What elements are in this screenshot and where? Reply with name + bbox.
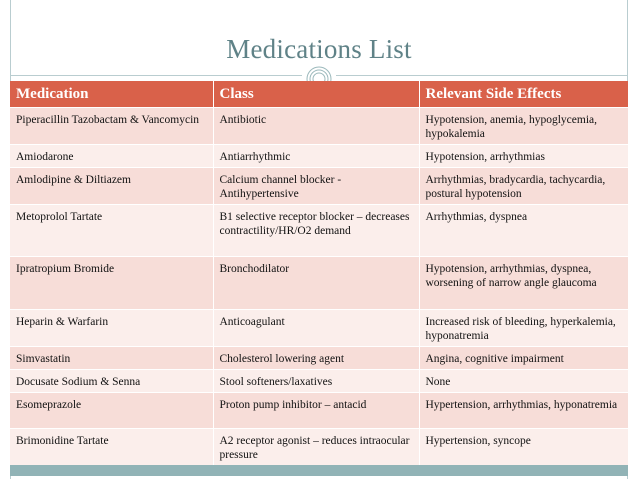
cell-side-effects: Arrhythmias, dyspnea bbox=[419, 205, 628, 257]
cell-medication: Ipratropium Bromide bbox=[10, 257, 213, 310]
footer-accent-bar bbox=[10, 465, 628, 476]
cell-side-effects: Hypotension, arrhythmias, dyspnea, worsening of narrow angle glaucoma bbox=[419, 257, 628, 310]
slide-title: Medications List bbox=[226, 34, 412, 64]
cell-medication: Heparin & Warfarin bbox=[10, 310, 213, 347]
title-divider-right bbox=[336, 75, 628, 76]
table-row bbox=[10, 393, 628, 429]
cell-side-effects: Hypotension, arrhythmias bbox=[419, 145, 628, 168]
cell-class: A2 receptor agonist – reduces intraocular pressure bbox=[213, 429, 419, 473]
header-medication: Medication bbox=[10, 81, 213, 108]
cell-medication: Amiodarone bbox=[10, 145, 213, 168]
cell-side-effects: Arrhythmias, bradycardia, tachycardia, postural hypotension bbox=[419, 168, 628, 205]
cell-side-effects: Hypertension, syncope bbox=[419, 429, 628, 473]
cell-medication: Piperacillin Tazobactam & Vancomycin bbox=[10, 108, 213, 145]
cell-medication: Simvastatin bbox=[10, 347, 213, 370]
cell-class: Bronchodilator bbox=[213, 257, 419, 310]
cell-class: Calcium channel blocker - Antihypertensive bbox=[213, 168, 419, 205]
table-row bbox=[10, 310, 628, 347]
cell-medication: Docusate Sodium & Senna bbox=[10, 370, 213, 393]
cell-medication: Amlodipine & Diltiazem bbox=[10, 168, 213, 205]
cell-side-effects: Angina, cognitive impairment bbox=[419, 347, 628, 370]
cell-class: Cholesterol lowering agent bbox=[213, 347, 419, 370]
cell-class: B1 selective receptor blocker – decreases contractility/HR/O2 demand bbox=[213, 205, 419, 257]
cell-class: Antiarrhythmic bbox=[213, 145, 419, 168]
header-class: Class bbox=[213, 81, 419, 108]
table-row bbox=[10, 108, 628, 145]
table-row bbox=[10, 347, 628, 370]
cell-class: Proton pump inhibitor – antacid bbox=[213, 393, 419, 429]
cell-side-effects: Hypertension, arrhythmias, hyponatremia bbox=[419, 393, 628, 429]
medications-table bbox=[10, 81, 628, 473]
table-header-row bbox=[10, 81, 628, 108]
table-row bbox=[10, 145, 628, 168]
cell-class: Antibiotic bbox=[213, 108, 419, 145]
title-divider-left bbox=[10, 75, 302, 76]
table-row bbox=[10, 168, 628, 205]
header-side-effects: Relevant Side Effects bbox=[419, 81, 628, 108]
cell-medication: Metoprolol Tartate bbox=[10, 205, 213, 257]
cell-side-effects: None bbox=[419, 370, 628, 393]
table-row bbox=[10, 370, 628, 393]
cell-class: Stool softeners/laxatives bbox=[213, 370, 419, 393]
table-row bbox=[10, 257, 628, 310]
cell-medication: Brimonidine Tartate bbox=[10, 429, 213, 473]
cell-side-effects: Increased risk of bleeding, hyperkalemia, hyponatremia bbox=[419, 310, 628, 347]
cell-medication: Esomeprazole bbox=[10, 393, 213, 429]
table-row bbox=[10, 205, 628, 257]
cell-class: Anticoagulant bbox=[213, 310, 419, 347]
cell-side-effects: Hypotension, anemia, hypoglycemia, hypokalemia bbox=[419, 108, 628, 145]
